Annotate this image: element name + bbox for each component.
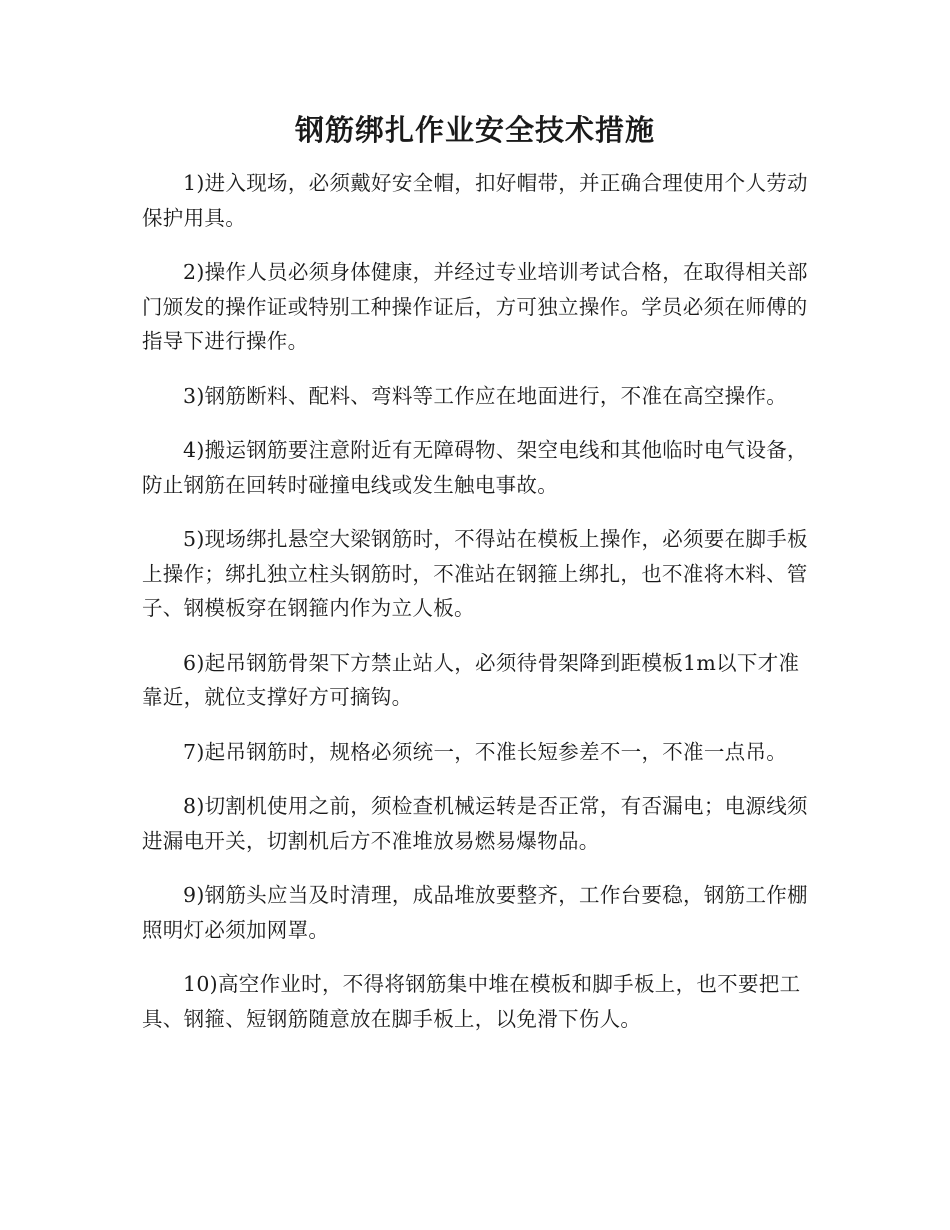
paragraph-6: 6)起吊钢筋骨架下方禁止站人，必须待骨架降到距模板1m以下才准靠近，就位支撑好方可摘钩。 xyxy=(142,650,800,709)
paragraph-7: 7)起吊钢筋时，规格必须统一，不准长短参差不一，不准一点吊。 xyxy=(183,739,788,764)
document-title: 钢筋绑扎作业安全技术措施 xyxy=(294,113,655,147)
paragraph-2: 2)操作人员必须身体健康，并经过专业培训考试合格，在取得相关部门颁发的操作证或特别工种操作证后，方可独立操作。学员必须在师傅的指导下进行操作。 xyxy=(142,260,808,353)
paragraph-3: 3)钢筋断料、配料、弯料等工作应在地面进行，不准在高空操作。 xyxy=(183,383,788,408)
document-body xyxy=(142,166,810,1056)
paragraph-5: 5)现场绑扎悬空大梁钢筋时，不得站在模板上操作，必须要在脚手板上操作；绑扎独立柱头钢筋时，不准站在钢箍上绑扎，也不准将木料、管子、钢模板穿在钢箍内作为立人板。 xyxy=(142,527,808,620)
paragraph-10: 10)高空作业时，不得将钢筋集中堆在模板和脚手板上，也不要把工具、钢箍、短钢筋随意放在脚手板上，以免滑下伤人。 xyxy=(142,972,801,1031)
paragraph-1: 1)进入现场，必须戴好安全帽，扣好帽带，并正确合理使用个人劳动保护用具。 xyxy=(142,171,808,230)
paragraph-4: 4)搬运钢筋要注意附近有无障碍物、架空电线和其他临时电气设备，防止钢筋在回转时碰撞电线或发生触电事故。 xyxy=(142,438,808,497)
paragraph-9: 9)钢筋头应当及时清理，成品堆放要整齐，工作台要稳，钢筋工作棚照明灯必须加网罩。 xyxy=(142,883,808,942)
paragraph-8: 8)切割机使用之前，须检查机械运转是否正常，有否漏电；电源线须进漏电开关，切割机后方不准堆放易燃易爆物品。 xyxy=(142,794,808,853)
